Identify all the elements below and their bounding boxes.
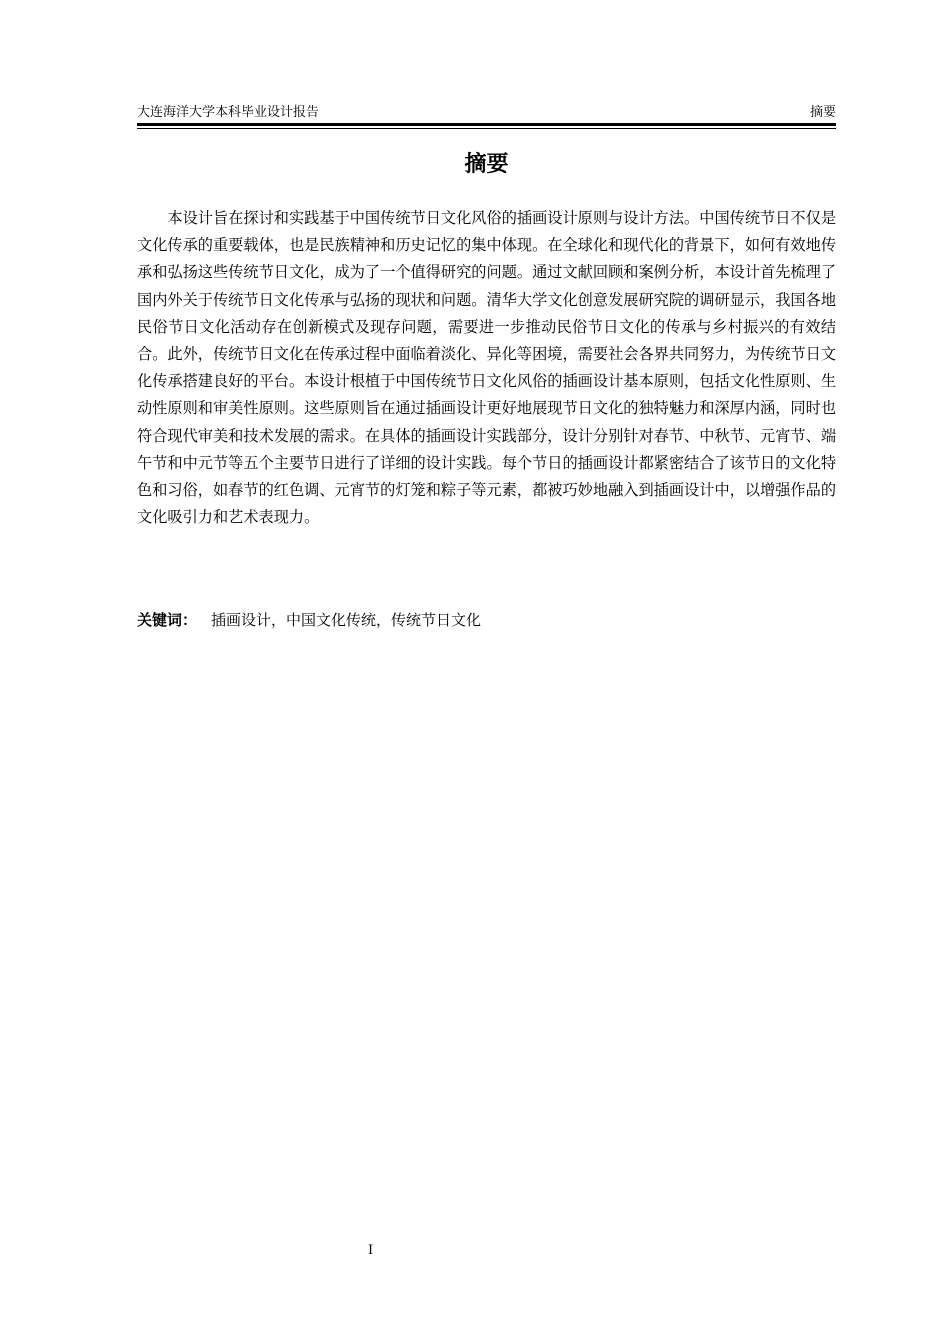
header-section-title: 摘要	[809, 105, 836, 120]
keywords-label: 关键词：	[137, 611, 198, 629]
page-header	[137, 104, 836, 122]
page-title: 摘要	[464, 152, 509, 177]
page-number: I	[368, 1243, 374, 1258]
keywords-line	[137, 608, 836, 632]
keywords-value: 插画设计，中国文化传统，传统节日文化	[211, 611, 482, 629]
header-university-title: 大连海洋大学本科毕业设计报告	[137, 105, 320, 120]
abstract-paragraph: 本设计旨在探讨和实践基于中国传统节日文化风俗的插画设计原则与设计方法。中国传统节日不仅是文化传承的重要载体，也是民族精神和历史记忆的集中体现。在全球化和现代化的背景下，如何有效地传承和弘扬这些传统节日文化，成为了一个值得研究的问题。通过文献回顾和案例分析，本设计首先梳理了国内外关于传统节日文化传承与弘扬的现状和问题。清华大学文化创意发展研究院的调研显示，我国各地民俗节日文化活动存在创新模式及现存问题，需要进一步推动民俗节日文化的传承与乡村振兴的有效结合。此外，传统节日文化在传承过程中面临着淡化、异化等困境，需要社会各界共同努力，为传统节日文化传承搭建良好的平台。本设计根植于中国传统节日文化风俗的插画设计基本原则，包括文化性原则、生动性原则和审美性原则。这些原则旨在通过插画设计更好地展现节日文化的独特魅力和深厚内涵，同时也符合现代审美和技术发展的需求。在具体的插画设计实践部分，设计分别针对春节、中秋节、元宵节、端午节和中元节等五个主要节日进行了详细的设计实践。每个节日的插画设计都紧密结合了该节日的文化特色和习俗，如春节的红色调、元宵节的灯笼和粽子等元素，都被巧妙地融入到插画设计中，以增强作品的文化吸引力和艺术表现力。	[137, 209, 836, 527]
header-rule-thick	[137, 123, 836, 126]
header-rule-thin	[137, 128, 836, 129]
